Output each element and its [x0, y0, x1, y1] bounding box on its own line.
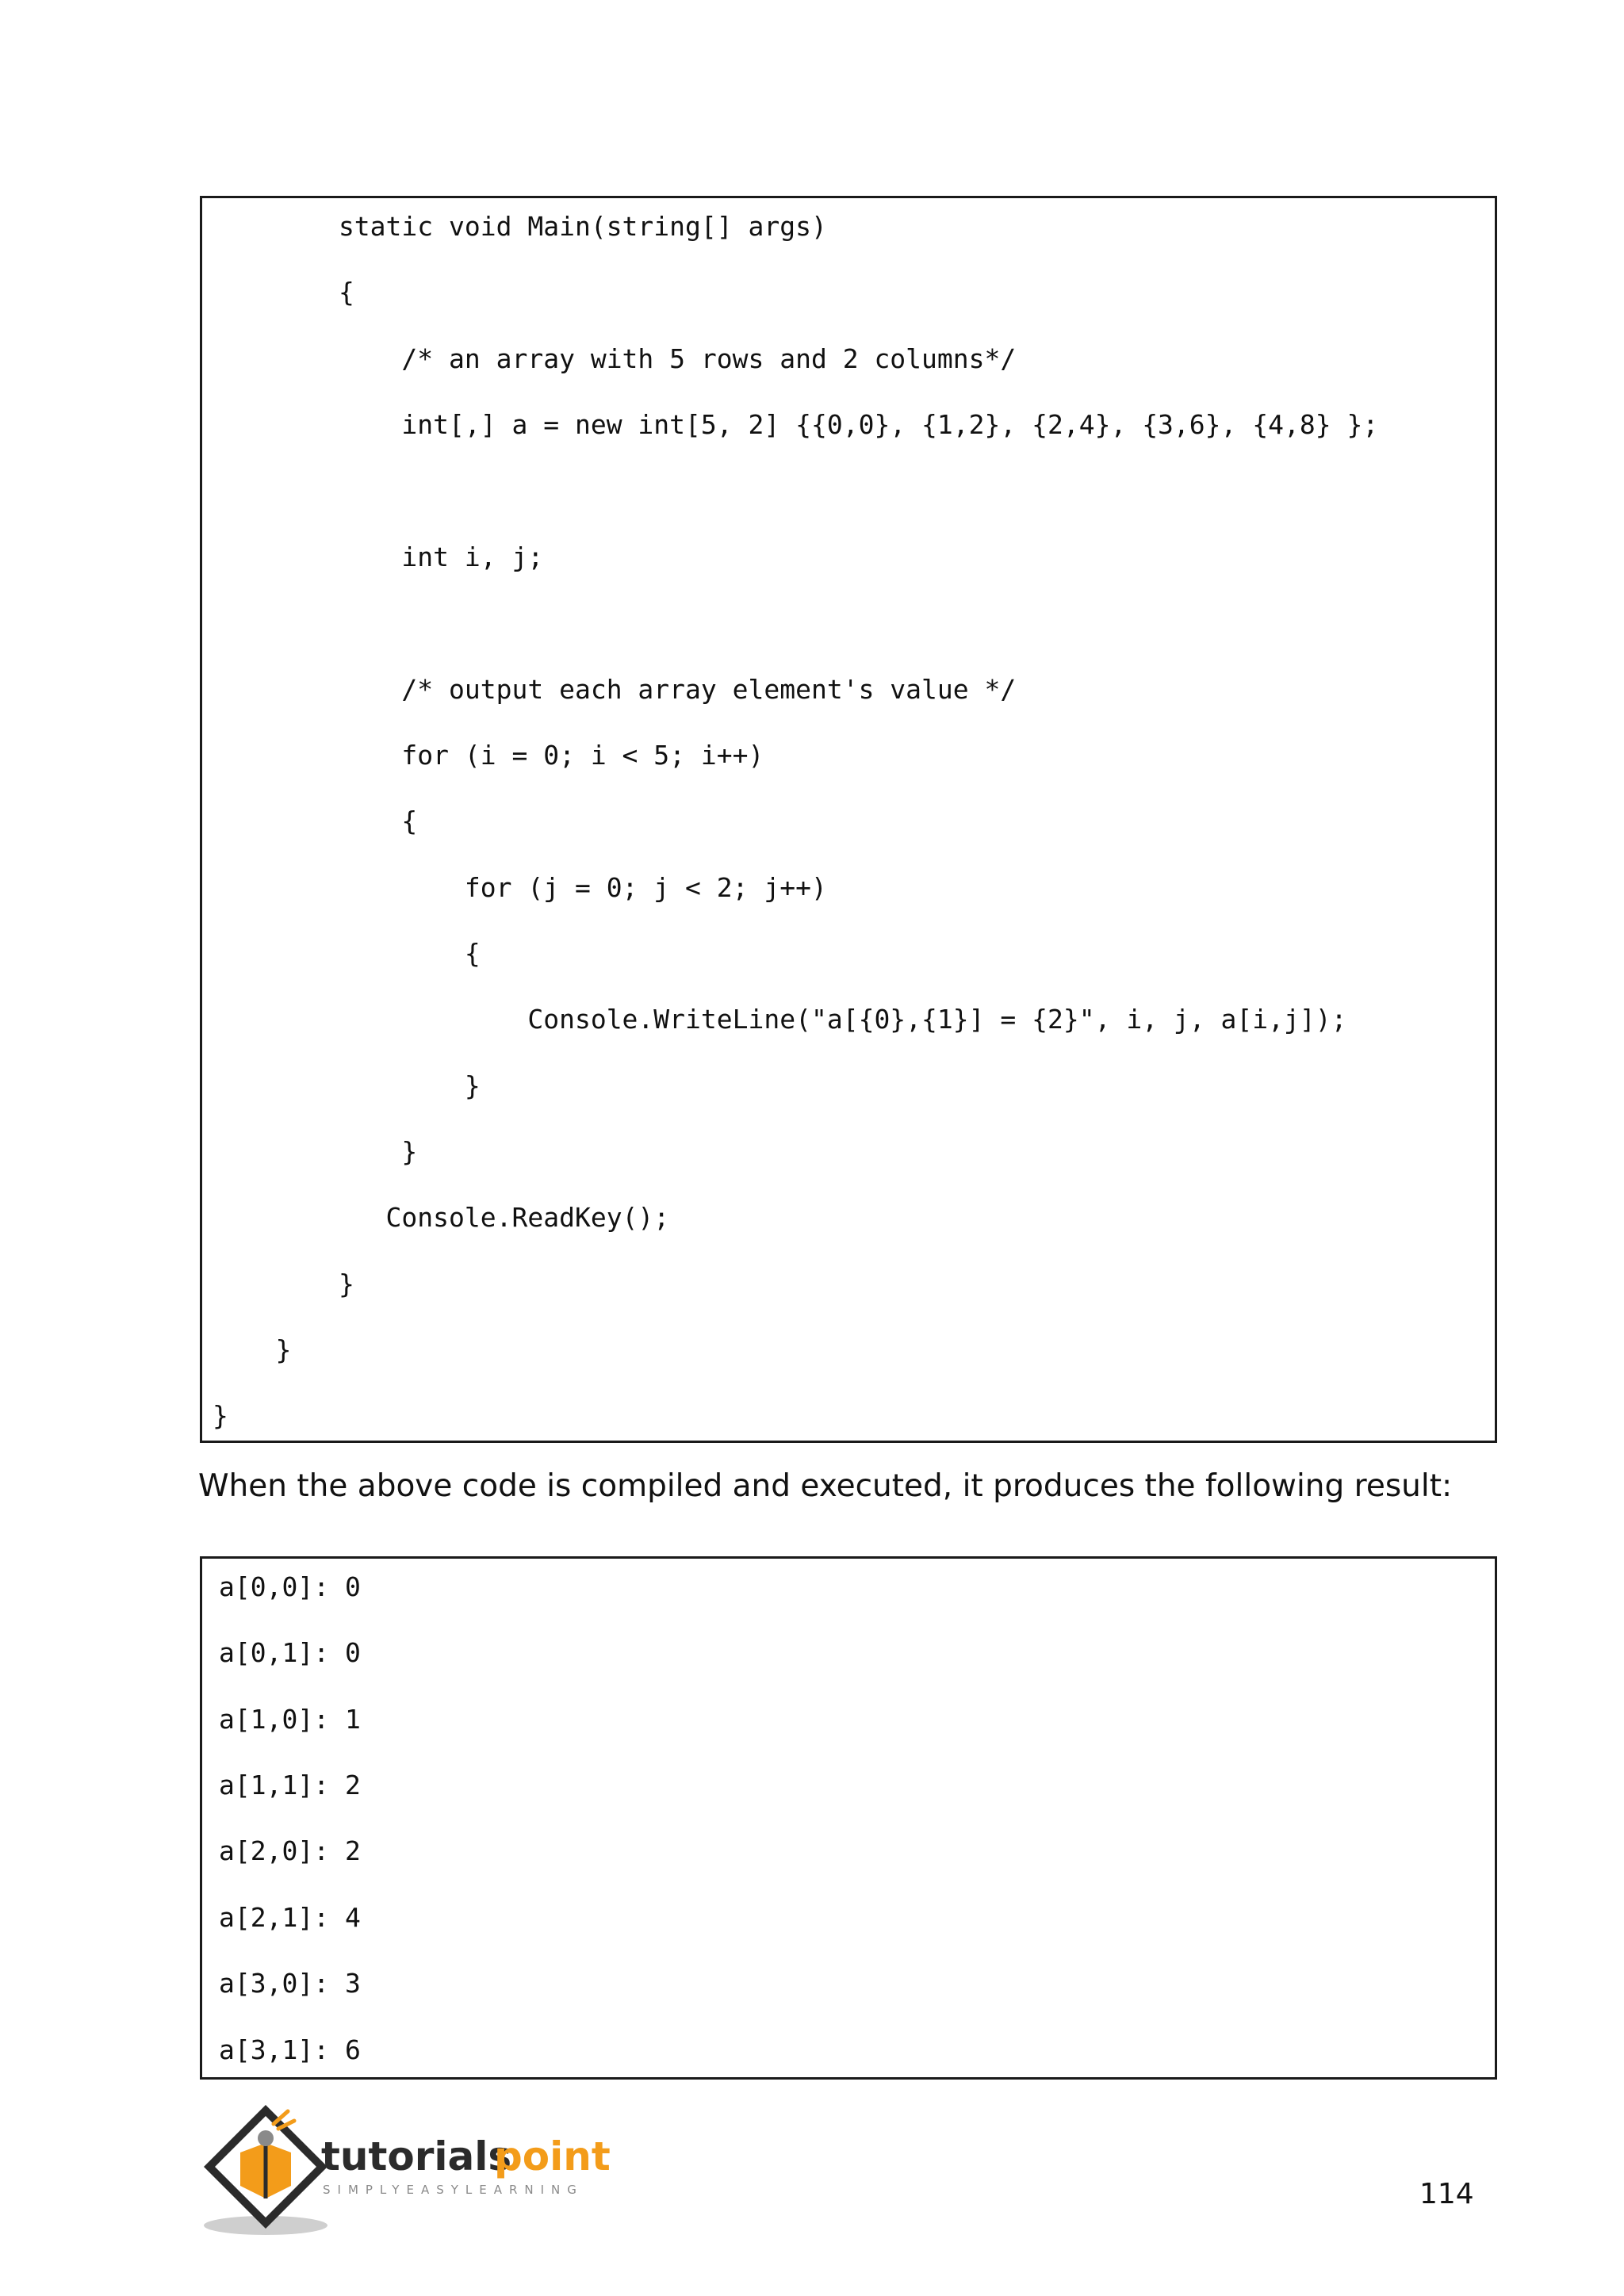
code-line: for (j = 0; j < 2; j++) — [213, 872, 827, 903]
output-line: a[2,1]: 4 — [219, 1902, 361, 1933]
code-line: } — [213, 1269, 354, 1299]
code-line: Console.ReadKey(); — [213, 1202, 670, 1233]
code-line: /* an array with 5 rows and 2 columns*/ — [213, 343, 1017, 374]
code-line: } — [213, 1070, 481, 1101]
logo-wordmark-accent: point — [494, 2133, 611, 2179]
code-line: { — [213, 806, 418, 836]
code-line: } — [213, 1400, 228, 1431]
page-number: 114 — [1419, 2178, 1474, 2210]
code-line: for (i = 0; i < 5; i++) — [213, 740, 764, 771]
code-line: int[,] a = new int[5, 2] {{0,0}, {1,2}, {2,4}, {3,6}, {4,8} }; — [213, 409, 1379, 440]
output-line: a[0,0]: 0 — [219, 1571, 361, 1602]
code-line: } — [213, 1136, 418, 1167]
code-line: { — [213, 277, 354, 308]
output-line: a[0,1]: 0 — [219, 1637, 361, 1668]
output-line: a[3,0]: 3 — [219, 1968, 361, 1999]
logo-tagline: SIMPLYEASYLEARNING — [323, 2183, 584, 2197]
code-line: int i, j; — [213, 541, 544, 572]
tutorialspoint-logo — [194, 2097, 654, 2240]
output-line: a[3,1]: 6 — [219, 2034, 361, 2065]
code-line: static void Main(string[] args) — [213, 211, 827, 242]
code-listing-box — [200, 196, 1497, 1443]
code-line: { — [213, 938, 481, 969]
output-line: a[1,1]: 2 — [219, 1770, 361, 1800]
output-line: a[2,0]: 2 — [219, 1835, 361, 1866]
code-line: Console.WriteLine("a[{0},{1}] = {2}", i, j, a[i,j]); — [213, 1004, 1347, 1035]
output-line: a[1,0]: 1 — [219, 1704, 361, 1735]
output-listing-box — [200, 1556, 1497, 2080]
result-intro-text: When the above code is compiled and executed, it produces the following result: — [198, 1468, 1453, 1504]
code-line: } — [213, 1334, 292, 1365]
code-line: /* output each array element's value */ — [213, 674, 1017, 705]
logo-wordmark-main: tutorials — [321, 2133, 512, 2179]
